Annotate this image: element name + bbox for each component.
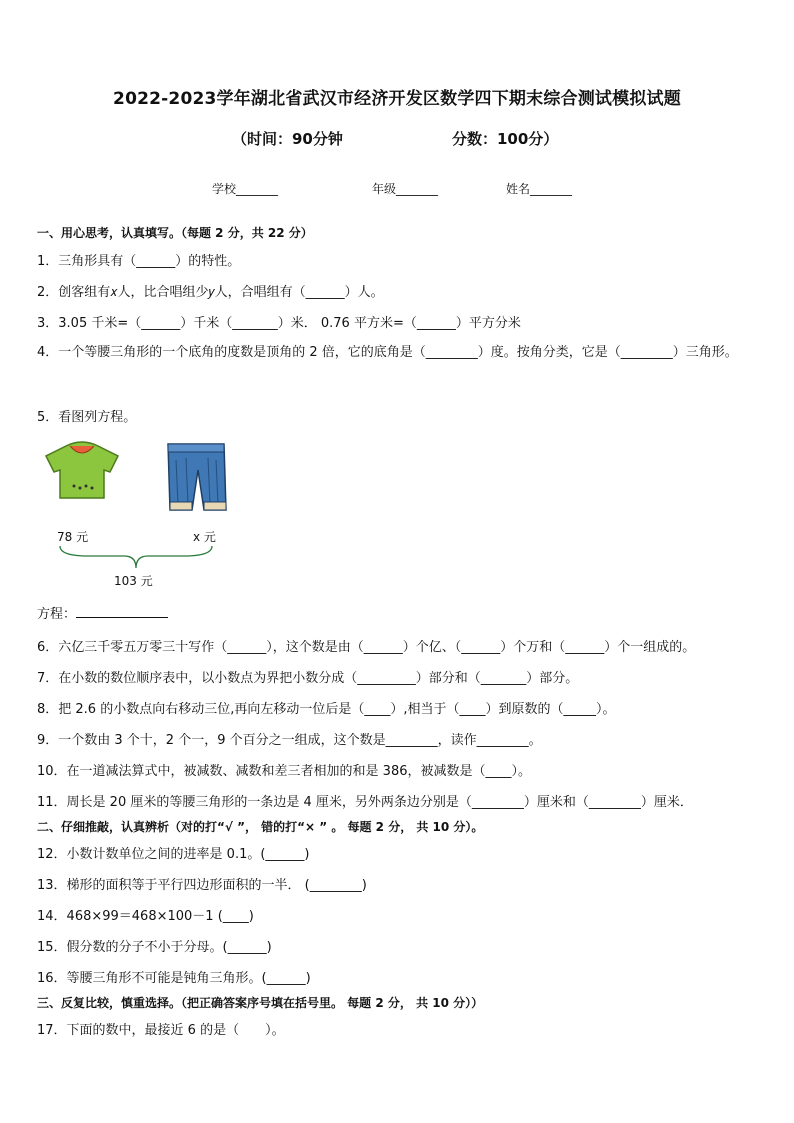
equation-label: 方程： — [37, 607, 77, 622]
shirt-price-label: 78 元 — [57, 530, 89, 544]
equation-blank[interactable] — [76, 604, 168, 618]
equation-line — [37, 603, 168, 622]
exam-score: 分数：100分） — [452, 130, 559, 148]
section-2-heading: 二、仔细推敲，认真辨析（对的打“√ ”， 错的打“× ” 。 每题 2 分， 共 10 分）。 — [37, 820, 484, 834]
question-11: 11．周长是 20 厘米的等腰三角形的一条边是 4 厘米，另外两条边分别是（________）厘米和（________）厘米． — [37, 795, 693, 810]
grade-field[interactable]: 年级_______ — [372, 182, 439, 196]
question-7: 7．在小数的数位顺序表中，以小数点为界把小数分成（_________）部分和（_______）部分。 — [37, 671, 579, 686]
school-field[interactable]: 学校_______ — [212, 182, 279, 196]
question-16: 16．等腰三角形不可能是钝角三角形。(______) — [37, 971, 311, 986]
question-2: 2．创客组有𝑥人，比合唱组少𝑦人，合唱组有（______）人。 — [37, 285, 384, 300]
question-4: 4．一个等腰三角形的一个底角的度数是顶角的 2 倍，它的底角是（________）度。按角分类，它是（________）三角形。 — [37, 345, 738, 360]
name-field[interactable]: 姓名_______ — [506, 182, 573, 196]
pants-icon — [164, 440, 230, 516]
question-10: 10．在一道减法算式中，被减数、减数和差三者相加的和是 386，被减数是（____）。 — [37, 764, 531, 779]
question-6: 6．六亿三千零五万零三十写作（______），这个数是由（______）个亿、（______）个万和（______）个一组成的。 — [37, 640, 696, 655]
section-1-heading: 一、用心思考，认真填写。（每题 2 分，共 22 分） — [37, 226, 313, 240]
section-3-heading: 三、反复比较，慎重选择。（把正确答案序号填在括号里。 每题 2 分， 共 10 分）） — [37, 996, 484, 1010]
page-title: 2022-2023学年湖北省武汉市经济开发区数学四下期末综合测试模拟试题 — [113, 89, 681, 109]
question-1: 1．三角形具有（______）的特性。 — [37, 254, 241, 269]
question-5: 5．看图列方程。 — [37, 410, 137, 425]
shirt-icon — [44, 438, 120, 502]
question-15: 15．假分数的分子不小于分母。(______) — [37, 940, 272, 955]
question-17: 17．下面的数中，最接近 6 的是（ ）。 — [37, 1023, 285, 1038]
question-8: 8．把 2.6 的小数点向右移动三位,再向左移动一位后是（____）,相当于（____）到原数的（_____）。 — [37, 702, 616, 717]
exam-time: （时间：90分钟 — [232, 130, 343, 148]
total-price-label: 103 元 — [114, 574, 153, 588]
question-9: 9．一个数由 3 个十，2 个一，9 个百分之一组成，这个数是________，读作________。 — [37, 733, 542, 748]
question-12: 12．小数计数单位之间的进率是 0.1。(______) — [37, 847, 310, 862]
question-3: 3．3.05 千米=（______）千米（_______）米． 0.76 平方米=（______）平方分米 — [37, 316, 521, 331]
pants-price-label: x 元 — [193, 530, 216, 544]
brace-icon — [58, 544, 214, 570]
question-14: 14．468×99＝468×100－1 (____) — [37, 909, 254, 924]
question-13: 13．梯形的面积等于平行四边形面积的一半． (________) — [37, 878, 367, 893]
